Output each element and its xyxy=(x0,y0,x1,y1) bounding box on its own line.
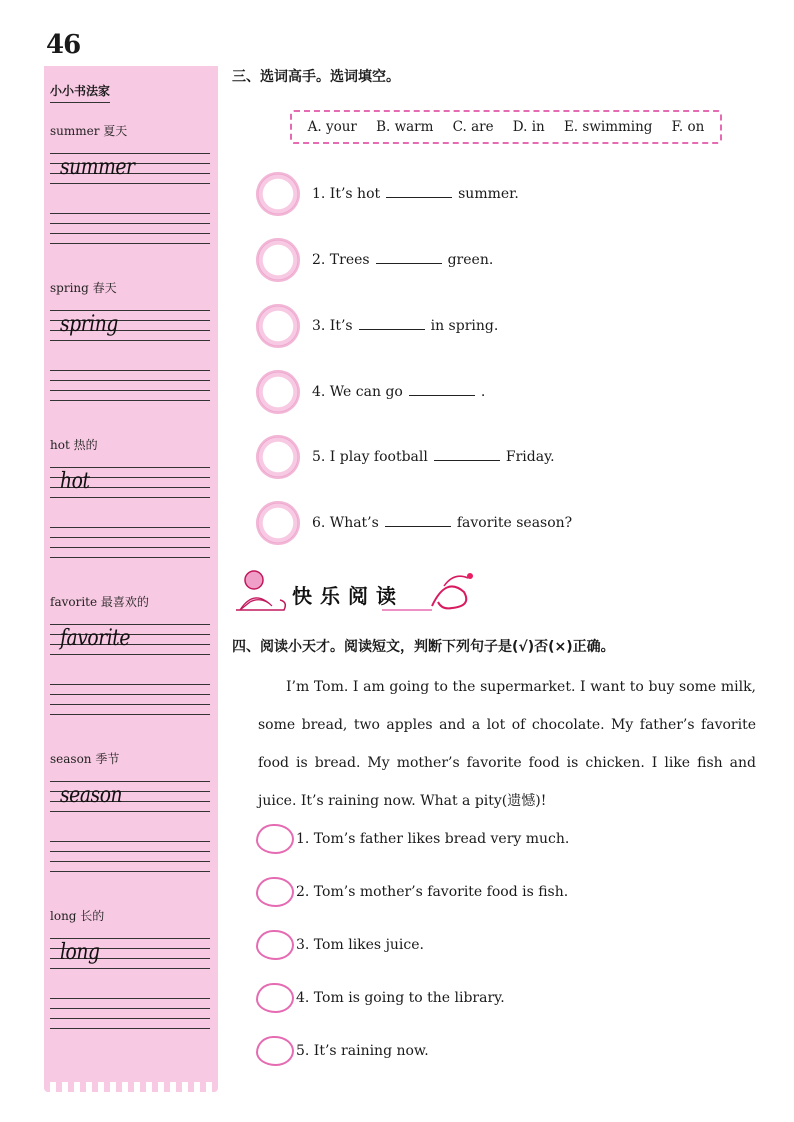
answer-cloud-box[interactable] xyxy=(256,1036,294,1066)
word-block-favorite xyxy=(50,593,210,724)
page-number: 46 xyxy=(46,30,81,60)
answer-flower-box[interactable] xyxy=(256,370,300,414)
writing-lines xyxy=(50,624,210,724)
question-row xyxy=(256,435,555,479)
calligraphy-sidebar xyxy=(44,66,218,1082)
answer-blank[interactable] xyxy=(359,329,425,330)
statement-text: 1. Tom’s father likes bread very much. xyxy=(296,831,570,847)
statement-text: 4. Tom is going to the library. xyxy=(296,990,505,1006)
statement-text: 2. Tom’s mother’s favorite food is fish. xyxy=(296,884,569,900)
answer-cloud-box[interactable] xyxy=(256,877,294,907)
statement-text: 3. Tom likes juice. xyxy=(296,937,424,953)
answer-flower-box[interactable] xyxy=(256,304,300,348)
question-text: 2. Trees xyxy=(312,252,370,268)
word-label: summer 夏天 xyxy=(50,124,128,138)
judgement-row xyxy=(256,928,424,962)
happy-reading-banner: 快乐阅读 xyxy=(292,584,404,608)
question-text-end: . xyxy=(480,384,486,400)
statement-text: 5. It’s raining now. xyxy=(296,1043,429,1059)
answer-blank[interactable] xyxy=(386,197,452,198)
word-block-long xyxy=(50,907,210,1038)
reading-passage xyxy=(258,668,756,820)
option-e: E. swimming xyxy=(563,119,653,135)
answer-cloud-box[interactable] xyxy=(256,824,294,854)
judgement-row xyxy=(256,981,505,1015)
sidebar-title: 小小书法家 xyxy=(50,82,110,103)
section4-title: 四、阅读小天才。阅读短文，判断下列句子是(√)否(×)正确。 xyxy=(232,639,615,655)
writing-lines xyxy=(50,467,210,567)
question-row xyxy=(256,304,498,348)
word-block-hot xyxy=(50,436,210,567)
word-label: hot 热的 xyxy=(50,438,98,452)
word-block-spring xyxy=(50,279,210,410)
question-text: 4. We can go xyxy=(312,384,403,400)
answer-blank[interactable] xyxy=(434,460,500,461)
question-text-end: Friday. xyxy=(505,449,555,465)
script-word: summer xyxy=(60,155,135,180)
question-text: 1. It’s hot xyxy=(312,186,381,202)
script-word: long xyxy=(60,940,100,965)
option-b: B. warm xyxy=(376,119,434,135)
question-row xyxy=(256,172,519,216)
option-d: D. in xyxy=(512,119,545,135)
answer-cloud-box[interactable] xyxy=(256,983,294,1013)
section3-title: 三、选词高手。选词填空。 xyxy=(232,69,400,85)
word-block-season xyxy=(50,750,210,881)
word-label: spring 春天 xyxy=(50,281,117,295)
writing-lines xyxy=(50,153,210,253)
question-text-end: in spring. xyxy=(430,318,499,334)
answer-blank[interactable] xyxy=(409,395,475,396)
answer-flower-box[interactable] xyxy=(256,435,300,479)
script-word: hot xyxy=(60,469,90,494)
question-text-end: favorite season? xyxy=(456,515,573,531)
option-a: A. your xyxy=(307,119,357,135)
word-options-box xyxy=(290,110,722,144)
writing-lines xyxy=(50,781,210,881)
answer-cloud-box[interactable] xyxy=(256,930,294,960)
word-label: long 长的 xyxy=(50,909,105,923)
script-word: season xyxy=(60,783,123,808)
judgement-row xyxy=(256,822,569,856)
option-f: F. on xyxy=(671,119,705,135)
question-row xyxy=(256,238,493,282)
question-row xyxy=(256,370,485,414)
writing-lines xyxy=(50,938,210,1038)
question-text-end: green. xyxy=(447,252,494,268)
word-label: favorite 最喜欢的 xyxy=(50,595,149,609)
question-text: 5. I play football xyxy=(312,449,428,465)
question-row xyxy=(256,501,572,545)
writing-lines xyxy=(50,310,210,410)
word-block-summer xyxy=(50,122,210,253)
word-label: season 季节 xyxy=(50,752,120,766)
judgement-row xyxy=(256,875,568,909)
option-c: C. are xyxy=(452,119,494,135)
sidebar-scalloped-edge xyxy=(44,1080,218,1092)
script-word: favorite xyxy=(60,626,131,651)
passage-text: I’m Tom. I am going to the supermarket. I want to buy some milk, some bread, two apples and a lot of chocolate. My father’s favorite food is bread. My mother’s favorite food is chicken. I like fish and juice. It’s raining now. What a pity(遗憾)! xyxy=(258,679,756,809)
answer-flower-box[interactable] xyxy=(256,172,300,216)
question-text: 6. What’s xyxy=(312,515,379,531)
answer-flower-box[interactable] xyxy=(256,238,300,282)
answer-blank[interactable] xyxy=(376,263,442,264)
answer-flower-box[interactable] xyxy=(256,501,300,545)
judgement-row xyxy=(256,1034,429,1068)
script-word: spring xyxy=(60,312,118,337)
question-text: 3. It’s xyxy=(312,318,353,334)
question-text-end: summer. xyxy=(458,186,519,202)
answer-blank[interactable] xyxy=(385,526,451,527)
